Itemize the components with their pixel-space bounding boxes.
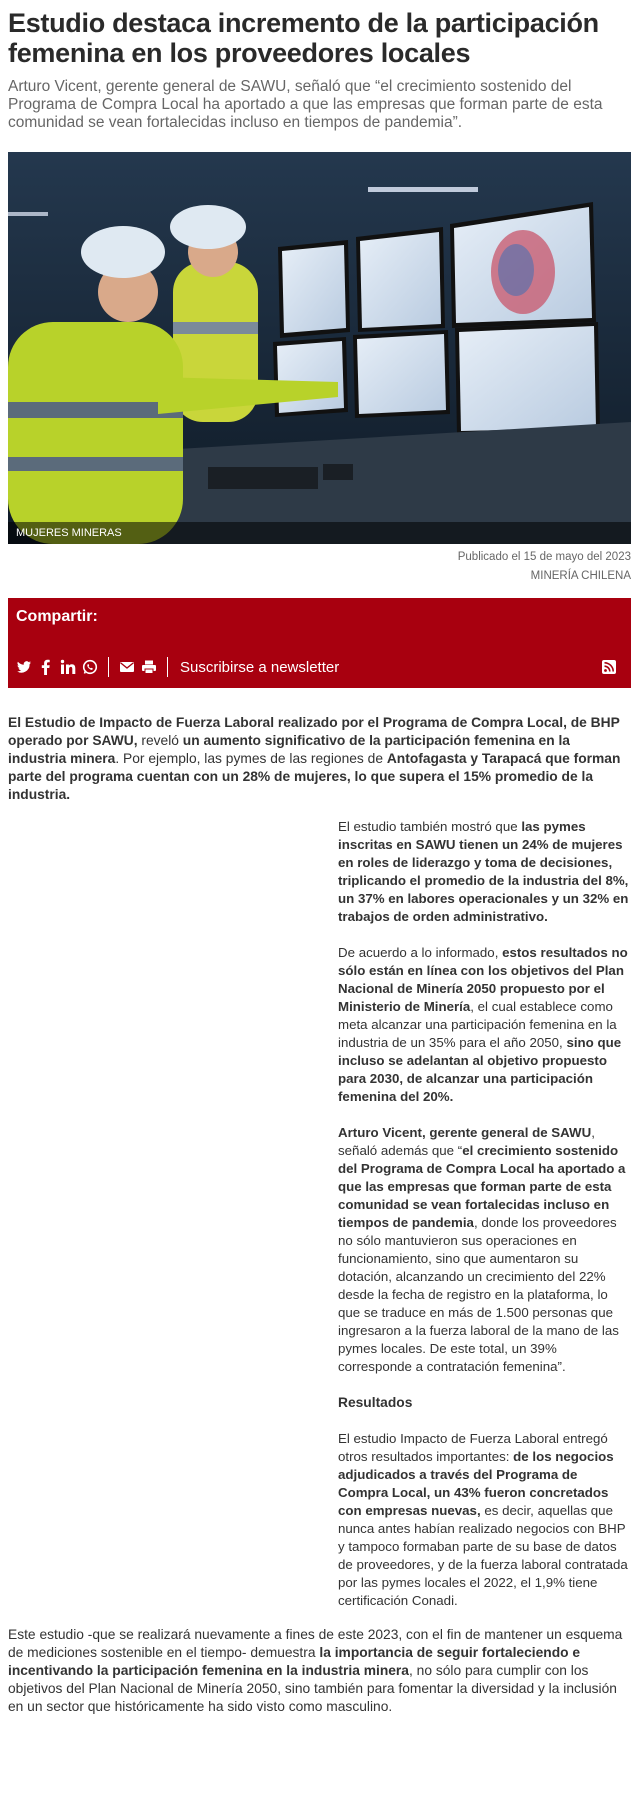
article-subtitle: Arturo Vicent, gerente general de SAWU, señaló que “el crecimiento sostenido del Programa de Compra Local ha aportado a que las empresas que forman parte de esta comunidad se vean fortalecidas incluso en tiempos de pandemia”. [8,78,603,131]
article-meta [8,548,631,586]
publish-date: Publicado el 15 de mayo del 2023 [457,551,631,563]
body-paragraph-1 [338,818,631,926]
article-title: Estudio destaca incremento de la participación femenina en los proveedores locales [8,8,599,68]
print-icon[interactable] [141,659,157,675]
whatsapp-icon[interactable] [82,659,98,675]
article-photo [8,152,631,544]
closing-bold-1: la importancia de seguir fortaleciendo e incentivando la participación femenina en la industria minera [8,1644,581,1678]
closing-text-1: Este estudio -que se realizará nuevamente a fines de este 2023, con el fin de mantener un esquema de mediciones sostenible en el tiempo- demuestra [8,1626,623,1660]
closing-paragraph [8,1626,631,1716]
share-divider [108,657,109,677]
share-bar [8,598,631,688]
share-title: Compartir: [16,608,98,625]
body-paragraph-3 [338,1124,631,1376]
body-paragraph-2 [338,944,631,1106]
results-heading: Resultados [338,1394,413,1410]
share-divider [167,657,168,677]
lead-bold-3: Antofagasta y Tarapacá que forman parte del programa cuentan con un 28% de mujeres, lo que supera el 15% promedio de la industria. [8,751,621,802]
linkedin-icon[interactable] [60,659,76,675]
lead-text-1: reveló [137,733,183,748]
p3-text-1: , señaló además que “ [338,1124,595,1158]
p1-bold-1: las pymes inscritas en SAWU tienen un 24% de mujeres en roles de liderazgo y toma de decisiones, triplicando el promedio de la industria del 8%, un 37% en labores operacionales y un 32% en trabajos de orden administrativo. [338,818,629,924]
p1-text-1: El estudio también mostró que [338,818,522,834]
rss-icon[interactable] [601,659,617,675]
lead-bold-1: El Estudio de Impacto de Fuerza Laboral realizado por el Programa de Compra Local, de BHP operado por SAWU, [8,715,620,748]
p2-text-1: De acuerdo a lo informado, [338,944,503,960]
newsletter-link[interactable]: Suscribirse a newsletter [180,658,340,676]
twitter-icon[interactable] [16,659,32,675]
photo-illustration [8,152,631,544]
body-paragraph-4 [338,1430,631,1610]
article-body-column [338,818,631,1610]
results-bold-1: de los negocios adjudicados a través del Programa de Compra Local, un 43% fueron concretados con empresas nuevas, [338,1448,614,1518]
lead-bold-2: un aumento significativo de la participación femenina en la industria minera [8,733,570,766]
p3-text-2: , donde los proveedores no sólo mantuvieron sus operaciones en funcionamiento, sino que aumentaron su dotación, alcanzando un crecimiento del 22% desde la fecha de registro en la plataforma, lo que se traduce en más de 1.500 personas que ingresaron a la fuerza laboral de la mano de las pymes locales. De este total, un 39% corresponde a contratación femenina”. [338,1214,619,1374]
p2-bold-1: estos resultados no sólo están en línea con los objetivos del Plan Nacional de Minería 2050 propuesto por el Ministerio de Minería [338,944,628,1014]
article-source[interactable]: MINERÍA CHILENA [530,570,631,582]
p3-bold-2: el crecimiento sostenido del Programa de Compra Local ha aportado a que las empresas que forman parte de esta comunidad se vean fortalecidas incluso en tiempos de pandemia [338,1142,626,1230]
p3-bold-1: Arturo Vicent, gerente general de SAWU [338,1124,592,1140]
results-text-1: El estudio Impacto de Fuerza Laboral entregó otros resultados importantes: [338,1430,608,1464]
lead-text-2: . Por ejemplo, las pymes de las regiones de [115,751,387,766]
results-text-2: es decir, aquellas que nunca antes habían realizado negocios con BHP y tampoco formaban parte de su base de datos de proveedores, y de la fuerza laboral contratada por las pymes locales el 2022, el 1,9% tiene certificación Conadi. [338,1502,628,1608]
lead-paragraph [8,714,631,804]
closing-text-2: , no sólo para cumplir con los objetivos del Plan Nacional de Minería 2050, sino también para fomentar la diversidad y la inclusión en un sector que históricamente ha sido visto como masculino. [8,1662,617,1714]
p2-bold-2: sino que incluso se adelantan al objetivo propuesto para 2030, de alcanzar una participación femenina del 20%. [338,1034,622,1104]
photo-caption: MUJERES MINERAS [8,522,631,544]
mail-icon[interactable] [119,659,135,675]
p2-text-2: , el cual establece como meta alcanzar una participación femenina en la industria de un 35% para el año 2050, [338,998,617,1050]
share-icons-row [16,656,623,678]
facebook-icon[interactable] [38,659,54,675]
